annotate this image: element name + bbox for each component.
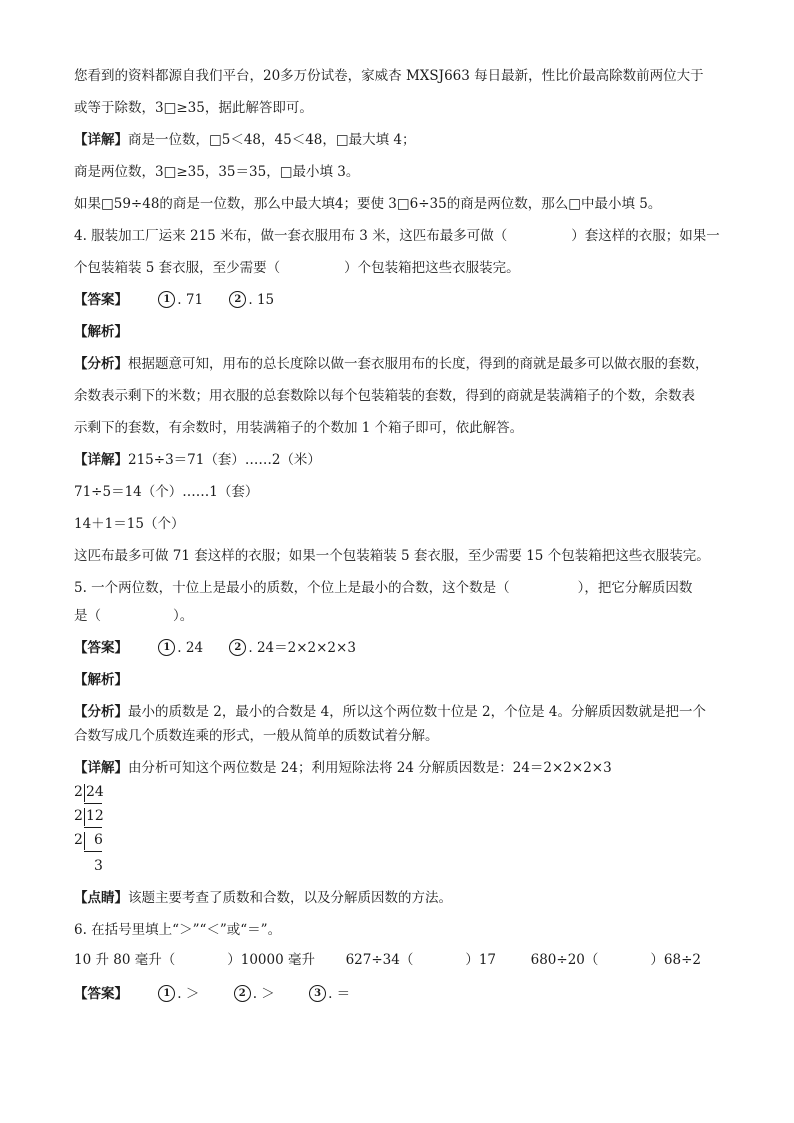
text: 商是一位数，□5＜48，45＜48，□最大填 4； (128, 132, 416, 148)
question-6-line: 6. 在括号里填上“＞”“＜”或“＝”。 (74, 922, 282, 938)
detail-tag: 【详解】 (74, 760, 128, 776)
ladder-divisor: 2 (74, 832, 83, 848)
fenxi-line (74, 354, 709, 374)
answer-line-q4 (74, 290, 274, 310)
text-line: 示剩下的套数，有余数时，用装满箱子的个数加 1 个箱子即可，依此解答。 (74, 420, 524, 436)
detail-tag: 【详解】 (74, 452, 128, 468)
detail-line (74, 758, 612, 778)
text: 5. 一个两位数，十位上是最小的质数，个位上是最小的合数，这个数是（ (74, 580, 510, 596)
fenxi-tag: 【分析】 (74, 356, 128, 372)
answer-item (309, 984, 350, 1004)
text-line: 商是两位数，3□≥35，35＝35，□最小填 3。 (74, 164, 360, 180)
ladder-quotient: 3 (94, 858, 103, 874)
text: ）套这样的衣服；如果一 (571, 228, 720, 244)
circled-number: 1 (158, 639, 175, 656)
question-6-items (74, 950, 701, 970)
answer-text: . 24 (177, 640, 204, 656)
answer-item (234, 984, 275, 1004)
ladder-horizontal-line (84, 827, 102, 828)
analysis-tag: 【解析】 (74, 672, 128, 688)
detail-tag: 【详解】 (74, 132, 128, 148)
fenxi-tag: 【分析】 (74, 704, 128, 720)
ladder-horizontal-line (84, 803, 102, 804)
text: 由分析可知这个两位数是 24；利用短除法将 24 分解质因数是：24＝2×2×2×3 (128, 760, 612, 776)
analysis-tag: 【解析】 (74, 324, 128, 340)
text: ）个包装箱把这些衣服装完。 (344, 260, 520, 276)
text: ）68÷2 (650, 952, 701, 968)
text-line: 合数写成几个质数连乘的形式，一般从简单的质数试着分解。 (74, 728, 439, 744)
dianjing-line (74, 888, 452, 908)
text-line: 71÷5＝14（个）……1（套） (74, 484, 259, 500)
detail-line (74, 130, 416, 150)
answer-text: . ＞ (177, 986, 200, 1002)
answer-line-q5 (74, 638, 356, 658)
ladder-horizontal-line (84, 851, 102, 852)
analysis-heading (74, 670, 128, 690)
text: 根据题意可知，用布的总长度除以做一套衣服用布的长度，得到的商就是最多可以做衣服的套数， (128, 356, 709, 372)
ladder-divisor: 2 (74, 784, 83, 800)
answer-line-q6 (74, 984, 350, 1004)
answer-item (229, 290, 274, 310)
text-line: 14＋1＝15（个） (74, 516, 185, 532)
ladder-vertical-line (84, 784, 85, 802)
circled-number: 1 (158, 985, 175, 1002)
text-line: 余数表示剩下的米数；用衣服的总套数除以每个包装箱装的套数，得到的商就是装满箱子的个数，余数表 (74, 388, 695, 404)
ladder-divisor: 2 (74, 808, 83, 824)
answer-text: . ＞ (252, 986, 275, 1002)
text: 4. 服装加工厂运来 215 米布，做一套衣服用布 3 米，这匹布最多可做（ (74, 228, 508, 244)
text: ）17 (465, 952, 497, 968)
answer-text: . ＝ (328, 986, 351, 1002)
analysis-heading (74, 322, 128, 342)
question-4-line (74, 258, 520, 278)
question-4-line (74, 226, 720, 246)
answer-text: . 71 (177, 292, 204, 308)
text: 10 升 80 毫升（ (74, 952, 176, 968)
answer-item (158, 984, 199, 1004)
text-line: 如果□59÷48的商是一位数，那么中最大填4；要使 3□6÷35的商是两位数，那么□中最小填 5。 (74, 196, 662, 212)
answer-text: . 24＝2×2×2×3 (248, 640, 356, 656)
circled-number: 2 (229, 639, 246, 656)
ladder-vertical-line (84, 832, 85, 850)
circled-number: 3 (309, 985, 326, 1002)
text-line: 您看到的资料都源自我们平台，20多万份试卷，家威杏 MXSJ663 每日最新，性比价最高除数前两位大于 (74, 68, 704, 84)
answer-item (229, 638, 356, 658)
text: ）。 (173, 608, 194, 624)
text: 680÷20（ (530, 952, 599, 968)
text: 最小的质数是 2，最小的合数是 4，所以这个两位数十位是 2，个位是 4。分解质因数就是把一个 (128, 704, 707, 720)
ladder-dividend: 12 (86, 808, 104, 824)
circled-number: 2 (234, 985, 251, 1002)
ladder-vertical-line (84, 808, 85, 826)
text: 个包装箱装 5 套衣服，至少需要（ (74, 260, 281, 276)
answer-text: . 15 (248, 292, 275, 308)
circled-number: 2 (229, 291, 246, 308)
ladder-dividend: 24 (86, 784, 104, 800)
fenxi-line (74, 702, 706, 722)
question-5-line (74, 606, 193, 626)
text: 该题主要考查了质数和合数，以及分解质因数的方法。 (128, 890, 452, 906)
question-5-line (74, 578, 692, 598)
text: 627÷34（ (345, 952, 414, 968)
text-line: 或等于除数，3□≥35，据此解答即可。 (74, 100, 313, 116)
ladder-dividend: 6 (94, 832, 103, 848)
answer-tag: 【答案】 (74, 292, 128, 308)
answer-item (158, 638, 203, 658)
text: 是（ (74, 608, 101, 624)
text: ）10000 毫升 (227, 952, 315, 968)
text: ），把它分解质因数 (577, 580, 693, 596)
detail-line (74, 450, 321, 470)
text: 215÷3＝71（套）……2（米） (128, 452, 321, 468)
answer-tag: 【答案】 (74, 986, 128, 1002)
text-line: 这匹布最多可做 71 套这样的衣服；如果一个包装箱装 5 套衣服，至少需要 15 个包装箱把这些衣服装完。 (74, 548, 710, 564)
answer-item (158, 290, 203, 310)
answer-tag: 【答案】 (74, 640, 128, 656)
circled-number: 1 (158, 291, 175, 308)
dianjing-tag: 【点睛】 (74, 890, 128, 906)
